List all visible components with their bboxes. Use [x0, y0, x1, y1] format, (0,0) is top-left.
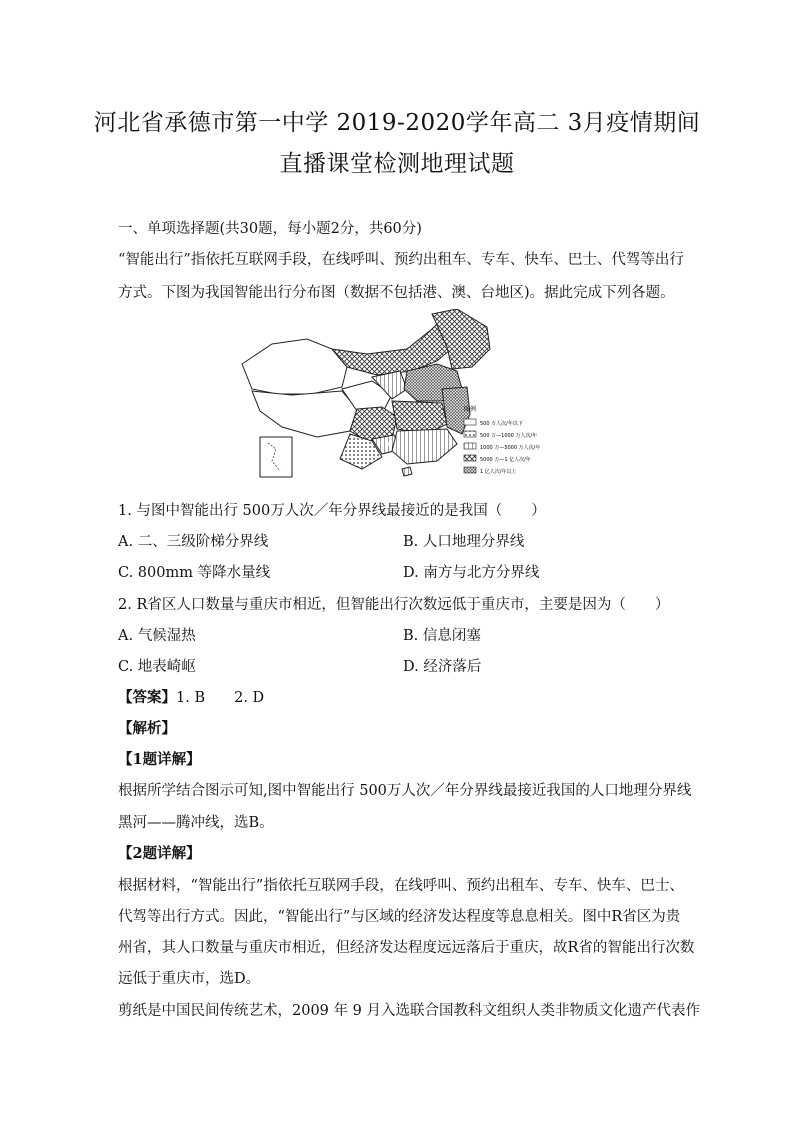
region-southeast: [392, 429, 457, 464]
page-title-line-2: 直播课堂检测地理试题: [279, 151, 515, 177]
map-label-r: R: [385, 441, 390, 449]
answer-row: [118, 686, 264, 707]
detail-2-line-4: 远低于重庆市，选D。: [118, 971, 261, 987]
next-paragraph: 剪纸是中国民间传统艺术，2009 年 9 月入选联合国教科文组织人类非物质文化遗产代表作: [118, 1003, 700, 1019]
detail-1-line-1: 根据所学结合图示可知,图中智能出行 500万人次／年分界线最接近我国的人口地理分界线: [118, 783, 692, 799]
question-1-option-d: D. 南方与北方分界线: [403, 565, 540, 581]
china-smart-travel-map: [232, 309, 542, 479]
question-2-option-c: C. 地表崎岖: [118, 659, 196, 675]
intro-line-2: 方式。下图为我国智能出行分布图（数据不包括港、澳、台地区)。据此完成下列各题。: [118, 285, 675, 301]
question-2-option-b: B. 信息闭塞: [403, 628, 481, 644]
question-2-option-d: D. 经济落后: [403, 659, 482, 675]
question-1-option-b: B. 人口地理分界线: [403, 534, 525, 550]
legend-item-5: 1 亿人次/年以上: [480, 469, 517, 475]
legend-title: 图例: [464, 406, 477, 413]
page-title-line-1: 河北省承德市第一中学 2019-2020学年高二 3月疫情期间: [93, 110, 701, 136]
legend-item-1: 500 万人次/年以下: [480, 421, 523, 427]
section-header: 一、单项选择题(共30题，每小题2分，共60分): [118, 221, 422, 237]
region-hainan: [402, 467, 412, 476]
question-1-option-c: C. 800mm 等降水量线: [118, 565, 271, 581]
legend-item-4: 5000 万—1 亿人次/年: [480, 457, 531, 463]
map-legend: [464, 405, 540, 475]
question-2-stem: 2. R省区人口数量与重庆市相近，但智能出行次数远低于重庆市，主要是因为（ ）: [118, 597, 670, 613]
intro-line-1: “智能出行”指依托互联网手段，在线呼叫、预约出租车、专车、快车、巴士、代驾等出行: [118, 252, 684, 268]
detail-1-label: 【1题详解】: [118, 751, 201, 768]
legend-item-3: 1000 万—5000 万人次/年: [480, 445, 541, 451]
detail-2-line-2: 代驾等出行方式。因此，“智能出行”与区域的经济发达程度等息息相关。图中R省区为贵: [118, 909, 681, 925]
legend-item-2: 500 万—1000 万人次/年: [480, 433, 538, 439]
region-tibet: [252, 391, 357, 437]
question-1-stem: 1. 与图中智能出行 500万人次／年分界线最接近的是我国（ ）: [118, 503, 546, 519]
answer-label: 【答案】: [118, 689, 176, 706]
region-xinjiang: [242, 339, 347, 394]
detail-1-line-2: 黑河——腾冲线，选B。: [118, 815, 274, 831]
detail-2-label: 【2题详解】: [118, 845, 201, 862]
detail-2-line-3: 州省，其人口数量与重庆市相近，但经济发达程度远远落后于重庆，故R省的智能出行次数: [118, 940, 695, 956]
question-2-option-a: A. 气候湿热: [118, 628, 196, 644]
south-china-sea-inset: [260, 437, 292, 477]
answer-text: 1. B 2. D: [176, 690, 265, 706]
analysis-label: 【解析】: [118, 720, 176, 737]
detail-2-line-1: 根据材料，“智能出行”指依托互联网手段，在线呼叫、预约出租车、专车、快车、巴士、: [118, 878, 684, 894]
question-1-option-a: A. 二、三级阶梯分界线: [118, 534, 269, 550]
